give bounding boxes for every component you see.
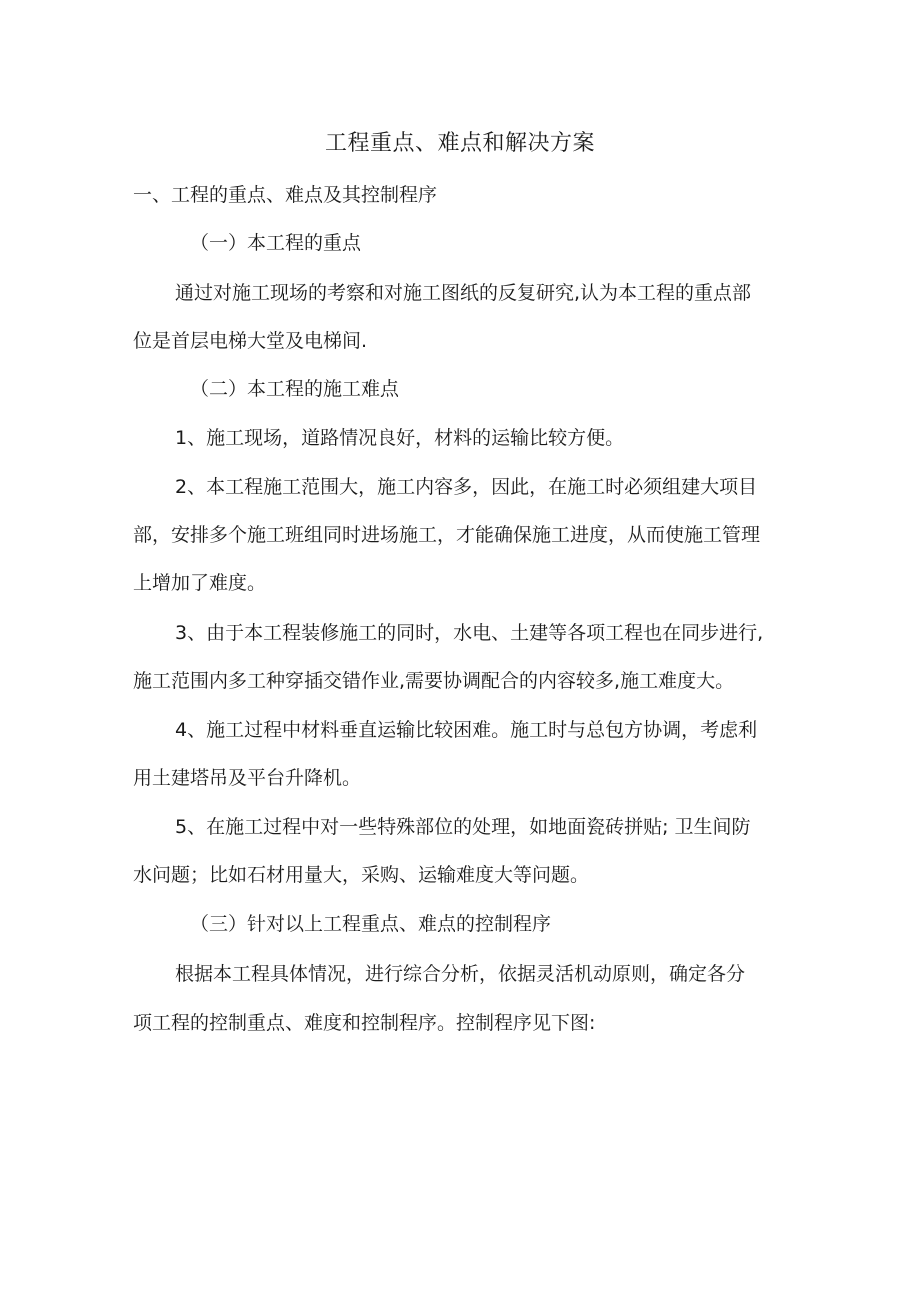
list-item-5: 5、在施工过程中对一些特殊部位的处理，如地面瓷砖拼贴; 卫生间防: [175, 816, 751, 838]
list-item-3: 3、由于本工程装修施工的同时，水电、土建等各项工程也在同步进行,: [175, 622, 764, 644]
list-item-2-cont: 上增加了难度。: [133, 572, 267, 594]
subsection-heading-1: （一）本工程的重点: [190, 232, 362, 254]
document-title: 工程重点、难点和解决方案: [324, 131, 595, 156]
section-heading: 一、工程的重点、难点及其控制程序: [133, 184, 438, 206]
list-item-1: 1、施工现场，道路情况良好，材料的运输比较方便。: [175, 427, 625, 449]
paragraph-line: 位是首层电梯大堂及电梯间.: [133, 330, 368, 352]
paragraph-line: 通过对施工现场的考察和对施工图纸的反复研究,认为本工程的重点部: [175, 282, 752, 304]
list-item-4: 4、施工过程中材料垂直运输比较困难。施工时与总包方协调，考虑利: [175, 719, 758, 741]
paragraph-line: 根据本工程具体情况，进行综合分析，依据灵活机动原则，确定各分: [175, 963, 746, 985]
list-item-2: 2、本工程施工范围大，施工内容多，因此，在施工时必须组建大项目: [175, 476, 758, 498]
paragraph-line: 项工程的控制重点、难度和控制程序。控制程序见下图:: [133, 1012, 596, 1034]
list-item-3-cont: 施工范围内多工种穿插交错作业,需要协调配合的内容较多,施工难度大。: [133, 670, 735, 692]
subsection-heading-2: （二）本工程的施工难点: [190, 378, 400, 400]
subsection-heading-3: （三）针对以上工程重点、难点的控制程序: [190, 913, 552, 935]
list-item-5-cont: 水问题；比如石材用量大，采购、运输难度大等问题。: [133, 864, 590, 886]
list-item-4-cont: 用土建塔吊及平台升降机。: [133, 767, 362, 789]
list-item-2-cont: 部，安排多个施工班组同时进场施工，才能确保施工进度，从而使施工管理: [133, 524, 761, 546]
